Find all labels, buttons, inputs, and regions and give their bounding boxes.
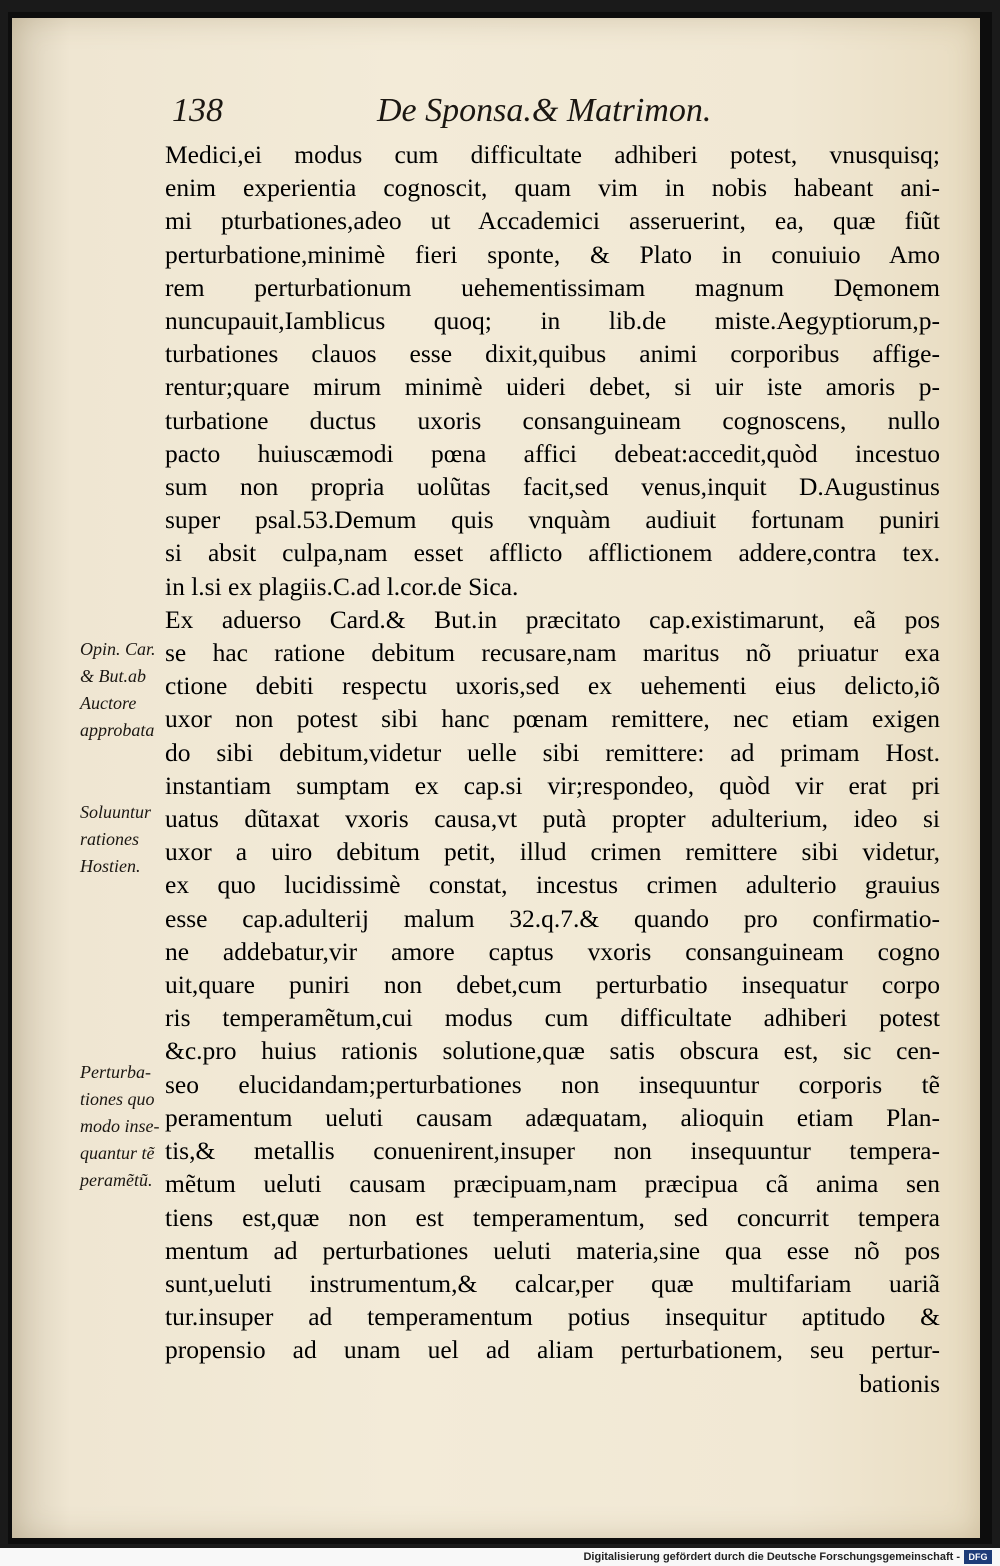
text-line: Medici,ei modus cum difficultate adhiberi potest, vnusquisq; (165, 140, 940, 169)
text-line: uxor a uiro debitum petit, illud crimen remittere sibi videtur, (165, 837, 940, 867)
footer-credit: Digitalisierung gefördert durch die Deutsche Forschungsgemeinschaft - (583, 1551, 960, 1563)
text-line: mi pturbationes,adeo ut Accademici asseruerint, ea, quæ fiũt (165, 206, 940, 236)
marginal-line: Perturba- (80, 1062, 151, 1082)
text-line: &c.pro huius rationis solutione,quæ satis obscura est, sic cen- (165, 1036, 940, 1066)
text-line: perturbatione,minimè fieri sponte, & Plato in conuiuio Amo (165, 239, 940, 269)
text-line: mẽtum ueluti causam præcipuam,nam præcipua cã anima sen (165, 1169, 940, 1199)
text-line: instantiam sumptam ex cap.si vir;respondeo, quòd vir erat pri (165, 770, 940, 800)
text-line: ctione debiti respectu uxoris,sed ex uehementi eius delicto,iõ (165, 671, 940, 701)
text-line: propensio ad unam uel ad aliam perturbationem, seu pertur- (165, 1335, 940, 1365)
marginal-line: & But.ab (80, 666, 146, 686)
running-title: De Sponsa.& Matrimon. (377, 92, 712, 129)
marginal-line: quantur tẽ (80, 1143, 155, 1163)
marginal-line: Auctore (80, 693, 137, 713)
text-line: in l.si ex plagiis.C.ad l.cor.de Sica. (165, 571, 519, 601)
marginal-line: approbata (80, 720, 155, 740)
folio-number: 138 (172, 92, 223, 129)
text-line: se hac ratione debitum recusare,nam maritus nõ priuatur exa (165, 638, 940, 668)
text-line: seo elucidandam;perturbationes non insequuntur corporis tẽ (165, 1069, 940, 1099)
text-line: ris temperamẽtum,cui modus cum difficultate adhiberi potest (165, 1003, 940, 1033)
marginal-line: peramẽtũ. (80, 1170, 153, 1190)
catchword: bationis (859, 1368, 940, 1398)
text-line: uit,quare puniri non debet,cum perturbatio insequatur corpo (165, 970, 940, 1000)
text-line: rentur;quare mirum minimè uideri debet, si uir iste amoris p- (165, 372, 940, 402)
marginal-line: tiones quo (80, 1089, 155, 1109)
text-line: sum non propria uolũtas facit,sed venus,inquit D.Augustinus (165, 472, 940, 502)
text-line: turbatione ductus uxoris consanguineam cognoscens, nullo (165, 405, 940, 435)
digitization-footer (0, 1548, 1000, 1566)
text-line: rem perturbationum uehementissimam magnum Dęmonem (165, 272, 940, 302)
page-header (172, 88, 812, 134)
marginal-line: Hostien. (80, 856, 141, 876)
text-line: sunt,ueluti instrumentum,& calcar,per quæ multifariam uariã (165, 1268, 940, 1298)
text-line: do sibi debitum,videtur uelle sibi remittere: ad primam Host. (165, 737, 940, 767)
text-line: turbationes clauos esse dixit,quibus animi corporibus affige- (165, 339, 940, 369)
text-line: pacto huiuscæmodi pœna affici debeat:accedit,quòd incestuo (165, 438, 940, 468)
text-line: ne addebatur,vir amore captus vxoris consanguineam cogno (165, 936, 940, 966)
text-line: tur.insuper ad temperamentum potius insequitur aptitudo & (165, 1302, 940, 1332)
text-line: mentum ad perturbationes ueluti materia,sine qua esse nõ pos (165, 1235, 940, 1265)
dfg-logo: DFG (964, 1550, 992, 1564)
text-line: si absit culpa,nam esset afflicto afflictionem addere,contra tex. (165, 538, 940, 568)
marginal-line: modo inse- (80, 1116, 160, 1136)
text-line: uxor non potest sibi hanc pœnam remittere, nec etiam exigen (165, 704, 940, 734)
text-line: uatus dũtaxat vxoris causa,vt putà propter adulterium, ideo si (165, 804, 940, 834)
marginal-line: rationes (80, 829, 140, 849)
marginal-line: Opin. Car. (80, 639, 156, 659)
text-line: tis,& metallis conuenirent,insuper non insequuntur tempera- (165, 1136, 940, 1166)
text-line: super psal.53.Demum quis vnquàm audiuit fortunam puniri (165, 505, 940, 535)
text-line: tiens est,quæ non est temperamentum, sed concurrit tempera (165, 1202, 940, 1232)
text-line: Ex aduerso Card.& But.in præcitato cap.existimarunt, eã pos (165, 604, 940, 634)
marginal-line: Soluuntur (80, 802, 152, 822)
text-line: ex quo lucidissimè constat, incestus crimen adulterio grauius (165, 870, 940, 900)
text-line: esse cap.adulterij malum 32.q.7.& quando pro confirmatio- (165, 903, 940, 933)
body-text (165, 138, 940, 1400)
text-line: nuncupauit,Iamblicus quoq; in lib.de miste.Aegyptiorum,p- (165, 306, 940, 336)
text-line: peramentum ueluti causam adæquatam, alioquin etiam Plan- (165, 1102, 940, 1132)
text-line: enim experientia cognoscit, quam vim in nobis habeant ani- (165, 173, 940, 203)
